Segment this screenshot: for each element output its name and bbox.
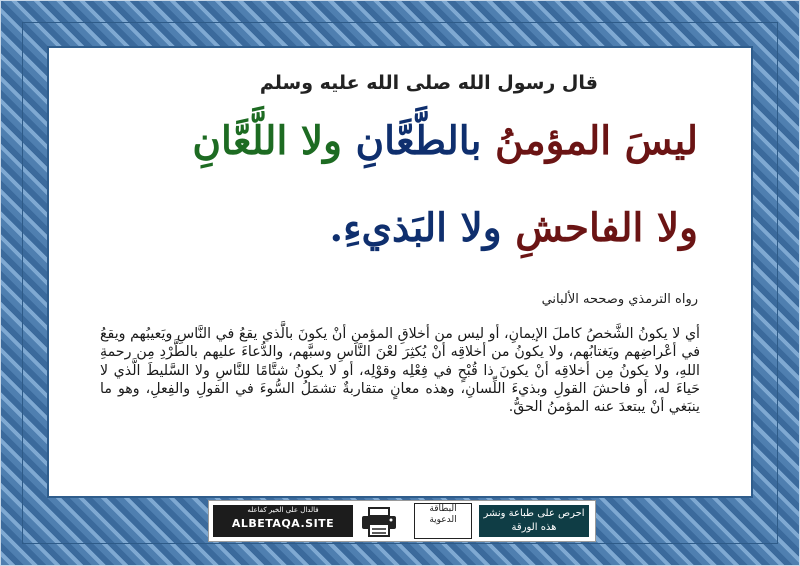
hadith-phrase-2: بالطَّعَّانِ: [355, 118, 482, 164]
website-badge[interactable]: [213, 505, 353, 537]
hadith-line-1: [192, 118, 698, 164]
content-page: [47, 46, 753, 498]
hadith-phrase-3: ولا اللَّعَّانِ: [192, 118, 342, 164]
printer-icon: [359, 506, 399, 538]
narration-source: رواه الترمذي وصححه الألباني: [541, 292, 698, 307]
footer-tagline: فالدال على الخير كفاعله: [247, 506, 319, 514]
hadith-phrase-1: ليسَ المؤمنُ: [495, 118, 698, 164]
hadith-phrase-4: ولا الفاحشِ: [515, 205, 698, 251]
hadith-intro: قال رسول الله صلى الله عليه وسلم: [259, 72, 598, 94]
hadith-line-2: [330, 205, 698, 251]
albetaqa-logo: البطاقة الدعوية: [414, 503, 472, 539]
website-link[interactable]: ALBETAQA.SITE: [231, 517, 335, 530]
footer-bar: [208, 500, 596, 542]
hadith-phrase-5: ولا البَذيءِ.: [329, 205, 502, 251]
explanation-text: أي لا يكونُ الشَّخصُ كاملَ الإيمانِ، أو ليس من أخلاقِ المؤمنِ أنْ يكونَ بالَّذي يقعُ في النَّاسِ ويَعيبُهم ويقعُ في أعْراضِهم ويَغتابُهم، ولا يكونُ من أخلاقِه أنْ يُكثِرَ لعْنَ النَّاسِ وسبَّهم، والدُّعاءَ عليهم بالطَّرْدِ مِن رحمةِ اللهِ، ولا يكونُ مِن أخلاقِه أنْ يكونَ ذا قُبْحٍ في فِعْلِه وقوْلِه، أو لا يكونُ شتَّامًا للنَّاسِ ولا السَّليطَ الَّذي لا حَياءَ له، أو فاحشَ القولِ وبذيءَ اللِّسانِ، وهذه معانٍ متقاربةٌ تشمَلُ السُّوءَ في القولِ والفِعلِ، وهو ما ينبَغي أنْ يبتعدَ عنه المؤمنُ الحقُّ.: [100, 326, 700, 416]
call-to-action: احرص على طباعة ونشر هذه الورقة: [479, 505, 589, 537]
